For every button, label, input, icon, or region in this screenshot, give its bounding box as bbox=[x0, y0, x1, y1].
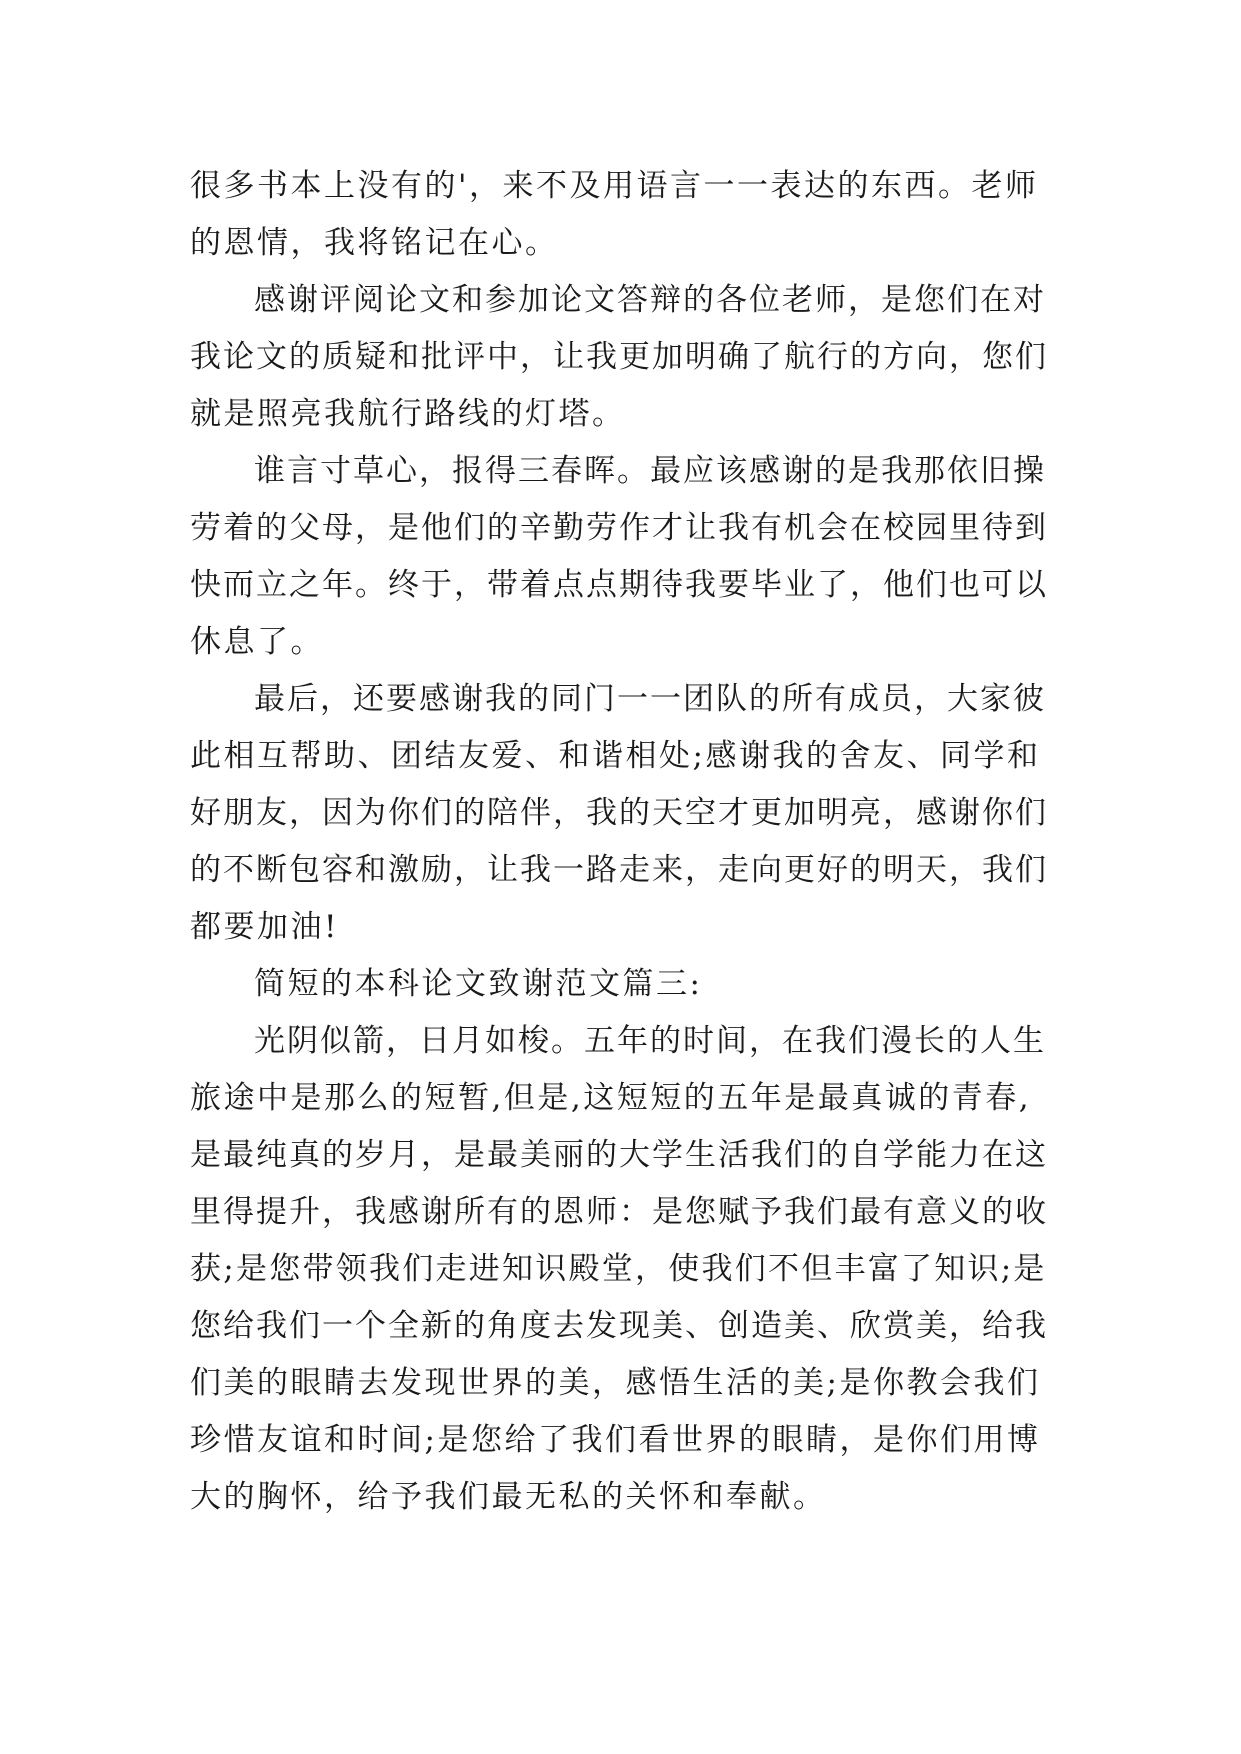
text-line: 都要加油! bbox=[190, 909, 339, 945]
text-line: 劳着的父母，是他们的辛勤劳作才让我有机会在校园里待到 bbox=[190, 510, 1048, 546]
text-line: 感谢评阅论文和参加论文答辩的各位老师，是您们在对 bbox=[254, 282, 1046, 318]
text-line: 您给我们一个全新的角度去发现美、创造美、欣赏美，给我 bbox=[190, 1308, 1048, 1344]
text-line: 休息了。 bbox=[190, 624, 324, 660]
document-body bbox=[190, 158, 1050, 1526]
text-line: 很多书本上没有的'，来不及用语言一一表达的东西。老师 bbox=[190, 168, 1039, 204]
text-line: 们美的眼睛去发现世界的美，感悟生活的美;是你教会我们 bbox=[190, 1365, 1041, 1401]
text-line: 快而立之年。终于，带着点点期待我要毕业了，他们也可以 bbox=[190, 567, 1048, 603]
text-line: 的恩情，我将铭记在心。 bbox=[190, 225, 559, 261]
section-heading: 简短的本科论文致谢范文篇三: bbox=[254, 966, 703, 1002]
text-line: 是最纯真的岁月，是最美丽的大学生活我们的自学能力在这 bbox=[190, 1137, 1048, 1173]
text-line: 此相互帮助、团结友爱、和谐相处;感谢我的舍友、同学和 bbox=[190, 738, 1041, 774]
text-line: 光阴似箭，日月如梭。五年的时间，在我们漫长的人生 bbox=[254, 1023, 1046, 1059]
text-line: 的不断包容和激励，让我一路走来，走向更好的明天，我们 bbox=[190, 852, 1048, 888]
text-line: 最后，还要感谢我的同门一一团队的所有成员，大家彼 bbox=[254, 681, 1046, 717]
text-line: 大的胸怀，给予我们最无私的关怀和奉献。 bbox=[190, 1479, 827, 1515]
text-line: 旅途中是那么的短暂,但是,这短短的五年是最真诚的青春, bbox=[190, 1080, 1032, 1116]
text-line: 里得提升，我感谢所有的恩师：是您赋予我们最有意义的收 bbox=[190, 1194, 1048, 1230]
text-line: 好朋友，因为你们的陪伴，我的天空才更加明亮，感谢你们 bbox=[190, 795, 1048, 831]
text-line: 就是照亮我航行路线的灯塔。 bbox=[190, 396, 626, 432]
text-line: 我论文的质疑和批评中，让我更加明确了航行的方向，您们 bbox=[190, 339, 1048, 375]
text-line: 谁言寸草心，报得三春晖。最应该感谢的是我那依旧操 bbox=[254, 453, 1046, 489]
text-line: 珍惜友谊和时间;是您给了我们看世界的眼睛，是你们用博 bbox=[190, 1422, 1041, 1458]
text-line: 获;是您带领我们走进知识殿堂，使我们不但丰富了知识;是 bbox=[190, 1251, 1047, 1287]
